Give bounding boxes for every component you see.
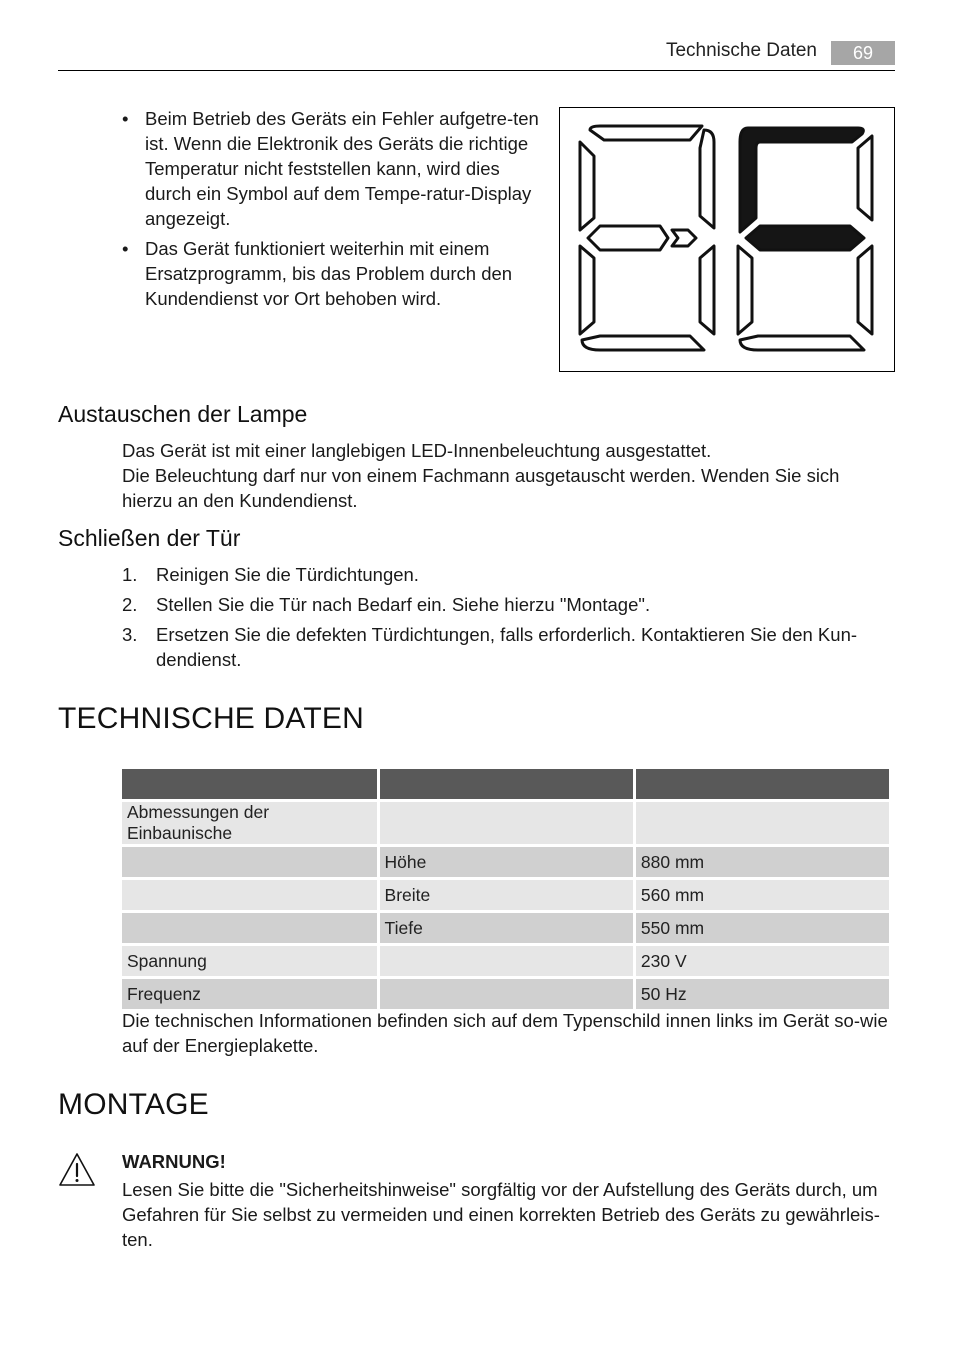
warning-text: Lesen Sie bitte die "Sicherheitshinweise" sorgfältig vor der Aufstellung des Geräts durch, um Gefahren für Sie selbst zu vermeiden und einen korrekten Betrieb des Geräts zu gewährleis-ten. — [122, 1179, 880, 1250]
intro-bullet-list — [122, 106, 542, 316]
table-cell — [122, 913, 377, 943]
table-row — [122, 979, 889, 1009]
list-item: • Beim Betrieb des Geräts ein Fehler aufgetre-ten ist. Wenn die Elektronik des Geräts die richtige Temperatur nicht feststellen kann, wird dies durch ein Symbol auf dem Tempe-ratur-Display angezeigt. — [122, 106, 542, 231]
table-cell — [380, 946, 633, 976]
list-item — [122, 592, 882, 617]
page-number: 69 — [831, 41, 895, 65]
running-header-title: Technische Daten — [665, 40, 817, 61]
table-cell: Tiefe — [380, 913, 633, 943]
table-cell: Breite — [380, 880, 633, 910]
warning-triangle-icon — [58, 1152, 96, 1188]
table-header-cell — [636, 769, 889, 799]
temperature-display-figure — [559, 107, 895, 372]
table-cell: Höhe — [380, 847, 633, 877]
table-cell: 880 mm — [636, 847, 889, 877]
table-cell: Frequenz — [122, 979, 377, 1009]
table-row — [122, 802, 889, 844]
step-text: Reinigen Sie die Türdichtungen. — [156, 564, 419, 585]
table-cell — [380, 979, 633, 1009]
lampe-paragraph-2: Die Beleuchtung darf nur von einem Fachmann ausgetauscht werden. Wenden Sie sich hierzu an den Kundendienst. — [122, 465, 840, 511]
step-text: Stellen Sie die Tür nach Bedarf ein. Siehe hierzu "Montage". — [156, 594, 651, 615]
chapter-heading-montage: MONTAGE — [58, 1088, 209, 1121]
table-row — [122, 847, 889, 877]
table-cell — [122, 880, 377, 910]
table-header-cell — [380, 769, 633, 799]
technical-data-table — [119, 766, 892, 1012]
table-cell: 550 mm — [636, 913, 889, 943]
chapter-heading-technische-daten: TECHNISCHE DATEN — [58, 702, 364, 735]
table-cell: 560 mm — [636, 880, 889, 910]
step-number: 2. — [122, 594, 138, 615]
step-text: Ersetzen Sie die defekten Türdichtungen, falls erforderlich. Kontaktieren Sie den Kun-dendienst. — [156, 624, 858, 670]
table-row — [122, 913, 889, 943]
table-cell: 230 V — [636, 946, 889, 976]
table-cell — [636, 802, 889, 844]
table-cell: Spannung — [122, 946, 377, 976]
table-row — [122, 880, 889, 910]
section-heading-tuer: Schließen der Tür — [58, 525, 241, 551]
table-cell — [380, 802, 633, 844]
table-row — [122, 946, 889, 976]
lampe-paragraph-1: Das Gerät ist mit einer langlebigen LED-Innenbeleuchtung ausgestattet. — [122, 440, 712, 461]
section-heading-lampe: Austauschen der Lampe — [58, 401, 308, 427]
table-cell — [122, 847, 377, 877]
table-cell: 50 Hz — [636, 979, 889, 1009]
table-header-cell — [122, 769, 377, 799]
table-cell: Abmessungen der Einbaunische — [122, 802, 377, 844]
list-item: • Das Gerät funktioniert weiterhin mit einem Ersatzprogramm, bis das Problem durch den Kundendienst vor Ort behoben wird. — [122, 236, 542, 311]
table-header-row — [122, 769, 889, 799]
door-steps-list — [122, 562, 882, 677]
step-number: 3. — [122, 624, 138, 645]
header-rule — [58, 70, 895, 71]
warning-title: WARNUNG! — [122, 1151, 226, 1172]
technical-data-note: Die technischen Informationen befinden sich auf dem Typenschild innen links im Gerät so-wie auf der Energieplakette. — [122, 1010, 888, 1056]
step-number: 1. — [122, 564, 138, 585]
list-item — [122, 562, 882, 587]
seven-segment-display-icon — [560, 108, 894, 371]
list-item — [122, 622, 882, 672]
